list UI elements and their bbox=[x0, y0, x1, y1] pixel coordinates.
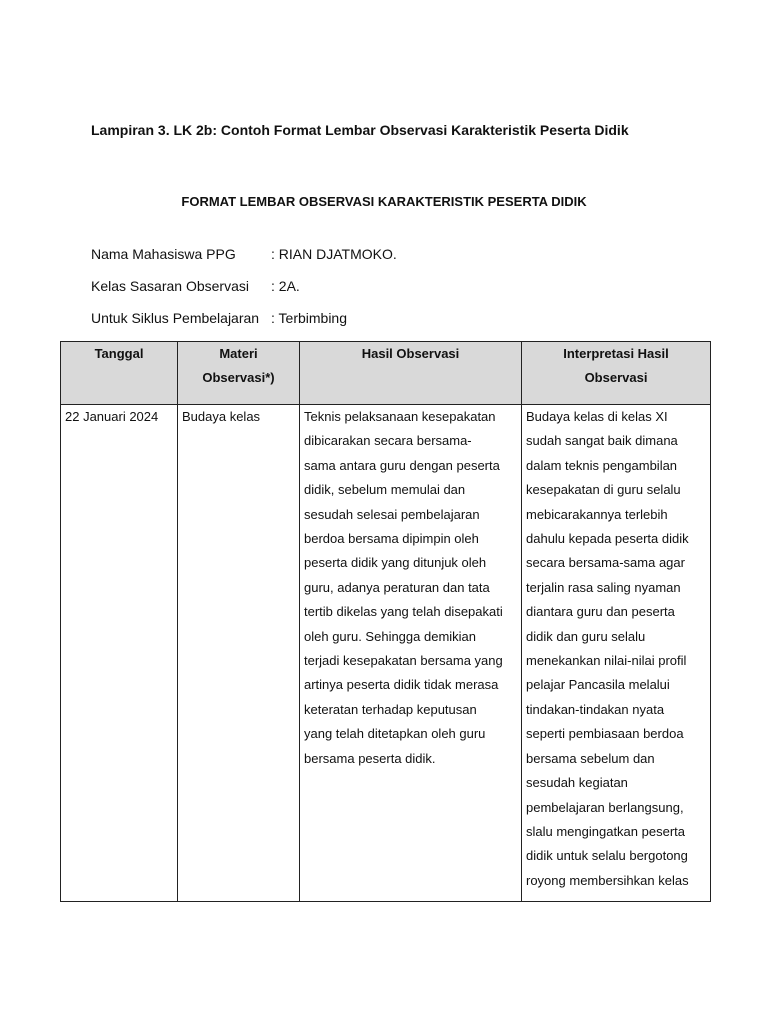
cycle-value: : Terbimbing bbox=[271, 310, 348, 326]
info-row-class bbox=[91, 278, 300, 294]
cell-interpretasi: Budaya kelas di kelas XI sudah sangat baik dimana dalam teknis pengambilan kesepakatan di guru selalu mebicarakannya terlebih dahulu kepada peserta didik secara bersama-sama agar terjalin rasa saling nyaman diantara guru dan peserta didik dan guru selalu menekankan nilai-nilai profil pelajar Pancasila melalui tindakan-tindakan nyata seperti pembiasaan berdoa bersama sebelum dan sesudah kegiatan pembelajaran berlangsung, slalu mengingatkan peserta didik untuk selalu bergotong royong membersihkan kelas bbox=[522, 405, 711, 902]
header-hasil: Hasil Observasi bbox=[300, 342, 522, 405]
class-label: Kelas Sasaran Observasi bbox=[91, 278, 249, 294]
cell-hasil: Teknis pelaksanaan kesepakatan dibicarakan secara bersama- sama antara guru dengan peserta didik, sebelum memulai dan sesudah selesai pembelajaran berdoa bersama dipimpin oleh peserta didik yang ditunjuk oleh guru, adanya peraturan dan tata tertib dikelas yang telah disepakati oleh guru. Sehingga demikian terjadi kesepakatan bersama yang artinya peserta didik tidak merasa keteratan terhadap keputusan yang telah ditetapkan oleh guru bersama peserta didik. bbox=[300, 405, 522, 902]
observation-table bbox=[60, 341, 711, 902]
class-value: : 2A. bbox=[271, 278, 300, 294]
header-materi: Materi Observasi*) bbox=[178, 342, 300, 405]
info-row-name bbox=[91, 246, 397, 262]
form-title: FORMAT LEMBAR OBSERVASI KARAKTERISTIK PESERTA DIDIK bbox=[181, 194, 587, 209]
cell-materi: Budaya kelas bbox=[178, 405, 300, 902]
cell-tanggal: 22 Januari 2024 bbox=[61, 405, 178, 902]
table-row bbox=[61, 405, 711, 902]
cycle-label: Untuk Siklus Pembelajaran bbox=[91, 310, 260, 326]
name-label: Nama Mahasiswa PPG bbox=[91, 246, 236, 262]
header-tanggal: Tanggal bbox=[61, 342, 178, 405]
info-row-cycle bbox=[91, 310, 347, 326]
document-heading: Lampiran 3. LK 2b: Contoh Format Lembar Observasi Karakteristik Peserta Didik bbox=[91, 122, 629, 138]
header-interpretasi: Interpretasi Hasil Observasi bbox=[522, 342, 711, 405]
name-value: : RIAN DJATMOKO. bbox=[271, 246, 397, 262]
table-header-row bbox=[61, 342, 711, 405]
